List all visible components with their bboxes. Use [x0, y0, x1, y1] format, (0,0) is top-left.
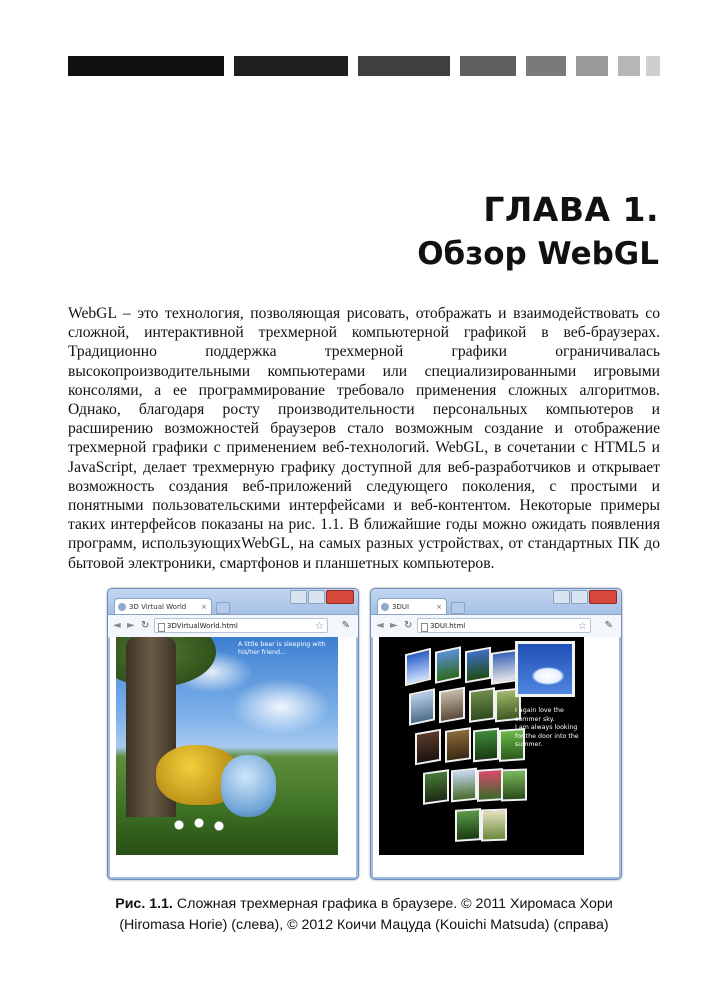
reload-icon[interactable]: ↻: [404, 620, 413, 631]
browser-content: [110, 637, 356, 877]
minimize-button[interactable]: [290, 590, 307, 604]
page-icon: [421, 623, 428, 632]
chapter-number: ГЛАВА 1.: [483, 190, 659, 229]
close-window-button[interactable]: [326, 590, 354, 604]
globe-icon: [118, 603, 126, 611]
browser-toolbar: [371, 614, 621, 638]
photo-tile[interactable]: [455, 808, 481, 842]
photo-tile[interactable]: [405, 648, 431, 686]
tab-close-icon[interactable]: ×: [436, 603, 442, 611]
header-bar: [234, 56, 348, 76]
globe-icon: [381, 603, 389, 611]
bookmark-star-icon[interactable]: ☆: [578, 621, 587, 632]
photo-text: I again love the summer sky. I am always looking for the door into the summer.: [515, 707, 579, 748]
3d-ui-scene[interactable]: [379, 637, 584, 855]
photo-tile[interactable]: [465, 647, 491, 684]
new-tab-button[interactable]: [216, 602, 230, 614]
photo-tile[interactable]: [477, 768, 503, 802]
header-bar: [68, 56, 224, 76]
tab-title: 3D Virtual World: [129, 603, 187, 611]
window-controls: [552, 590, 617, 603]
photo-tile[interactable]: [481, 809, 507, 842]
browser-tab[interactable]: [114, 598, 212, 614]
figure-caption-line-1: [68, 894, 660, 915]
header-bar: [618, 56, 640, 76]
photo-tile[interactable]: [423, 769, 449, 805]
photo-tile[interactable]: [439, 687, 465, 724]
photo-tile[interactable]: [469, 687, 495, 723]
photo-wall: [391, 643, 519, 848]
header-bar: [576, 56, 608, 76]
header-bar: [358, 56, 450, 76]
header-bar: [460, 56, 516, 76]
figure-label: Рис. 1.1.: [115, 896, 173, 912]
tab-close-icon[interactable]: ×: [201, 603, 207, 611]
selected-photo[interactable]: [515, 641, 575, 697]
forward-arrow-icon[interactable]: ►: [390, 620, 398, 631]
address-bar[interactable]: [417, 618, 591, 633]
photo-tile[interactable]: [409, 688, 435, 726]
chapter-header-bars: [68, 56, 660, 76]
blue-bear: [221, 755, 276, 817]
chapter-heading: [417, 190, 659, 276]
figure-caption-text: Сложная трехмерная графика в браузере. © 2011 Хиромаса Хори: [176, 896, 613, 912]
daisy-flowers: [171, 817, 231, 833]
header-bar: [646, 56, 660, 76]
photo-tile[interactable]: [491, 649, 517, 685]
back-arrow-icon[interactable]: ◄: [376, 620, 384, 631]
photo-tile[interactable]: [473, 728, 499, 763]
reload-icon[interactable]: ↻: [141, 620, 150, 631]
wrench-icon[interactable]: ✎: [604, 620, 613, 631]
3d-world-scene[interactable]: [116, 637, 338, 855]
close-window-button[interactable]: [589, 590, 617, 604]
address-text: 3DVirtualWorld.html: [167, 622, 238, 630]
photo-tile[interactable]: [445, 727, 471, 763]
browser-window-right: [370, 588, 622, 880]
scene-caption: A little bear is sleeping with his/her friend...: [238, 641, 326, 656]
browser-window-left: [107, 588, 359, 880]
tab-title: 3DUI: [392, 603, 410, 611]
photo-tile[interactable]: [415, 729, 441, 766]
forward-arrow-icon[interactable]: ►: [127, 620, 135, 631]
maximize-button[interactable]: [571, 590, 588, 604]
photo-tile[interactable]: [435, 646, 461, 684]
address-text: 3DUI.html: [430, 622, 466, 630]
window-controls: [289, 590, 354, 603]
address-bar[interactable]: [154, 618, 328, 633]
maximize-button[interactable]: [308, 590, 325, 604]
new-tab-button[interactable]: [451, 602, 465, 614]
page-icon: [158, 623, 165, 632]
chapter-title: Обзор WebGL: [417, 236, 659, 272]
back-arrow-icon[interactable]: ◄: [113, 620, 121, 631]
figure-caption-line-2: (Hiromasa Horie) (слева), © 2012 Коичи Мацуда (Kouichi Matsuda) (справа): [119, 917, 609, 933]
photo-tile[interactable]: [451, 768, 477, 803]
bookmark-star-icon[interactable]: ☆: [315, 621, 324, 632]
body-paragraph: WebGL – это технология, позволяющая рисовать, отображать и взаимодействовать со сложной, интерактивной трехмерной компьютерной графикой в веб-браузерах. Традиционно поддержка трехмерной графики ограничивалась высокопроизводительными компьютерами или специализированными игровыми консолями, а ее программирование требовало применения сложных алгоритмов. Однако, благодаря росту производительности персональных компьютеров и расширению возможностей браузеров стало возможным создание и отображение трехмерной графики с применением веб-технологий. WebGL, в сочетании с HTML5 и JavaScript, делает трехмерную графику доступной для веб-разработчиков и открывает возможность создания веб-приложений следующего поколения, с простыми и понятными пользовательскими интерфейсами и веб-контентом. Некоторые примеры таких интерфейсов показаны на рис. 1.1. В ближайшие годы можно ожидать появления программ, использующихWebGL, на самых разных устройствах, от стандартных ПК до бытовой электроники, смартфонов и планшетных компьютеров.: [68, 305, 660, 572]
photo-tile[interactable]: [501, 769, 527, 802]
figure-caption: [68, 894, 660, 936]
browser-toolbar: [108, 614, 358, 638]
wrench-icon[interactable]: ✎: [341, 620, 350, 631]
minimize-button[interactable]: [553, 590, 570, 604]
browser-tab[interactable]: [377, 598, 447, 614]
header-bar: [526, 56, 566, 76]
browser-content: [373, 637, 619, 877]
